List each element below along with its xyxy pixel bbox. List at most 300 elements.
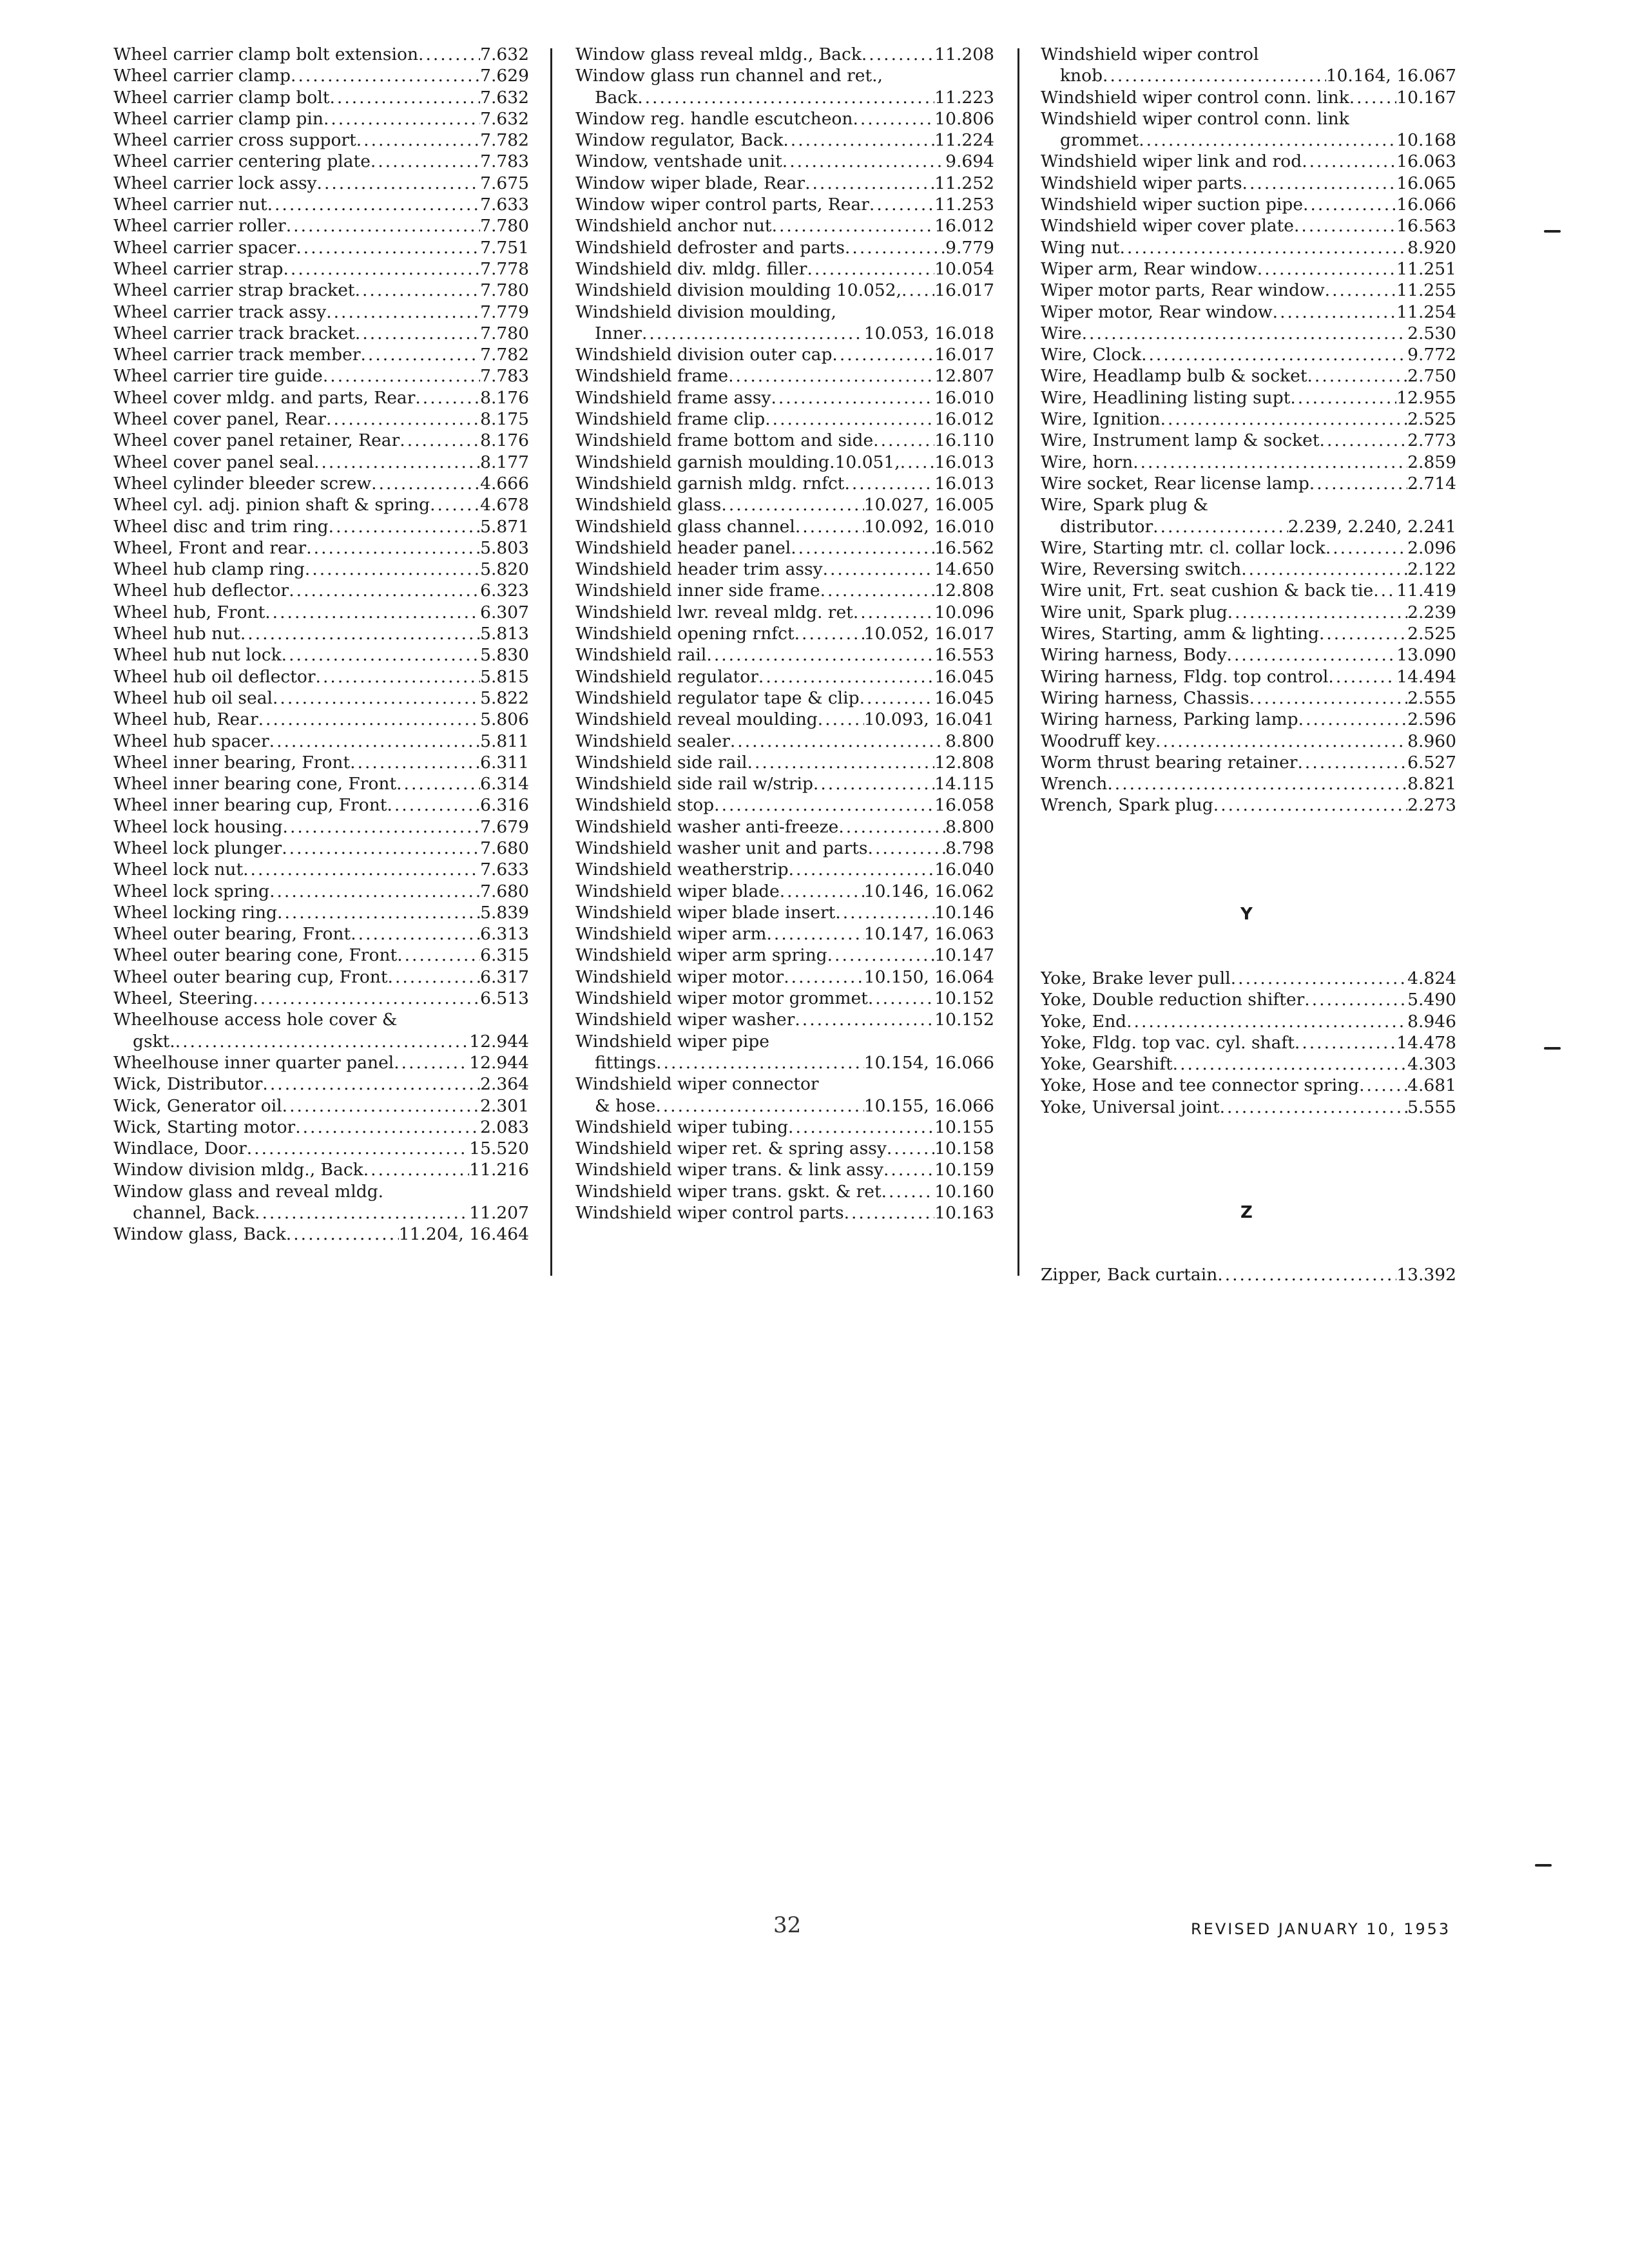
index-entry: [1041, 280, 1456, 301]
entry-label: Wrench, Spark plug: [1041, 795, 1213, 816]
entry-label: Wiper arm, Rear window: [1041, 258, 1257, 279]
entry-reference: 5.803: [480, 537, 529, 558]
dot-leader: [388, 966, 481, 988]
dot-leader: [247, 1138, 470, 1159]
entry-reference: 10.167: [1396, 87, 1456, 108]
dot-leader: [394, 1052, 469, 1073]
dot-leader: [1126, 1011, 1407, 1032]
entry-reference: 7.632: [480, 87, 529, 108]
dot-leader: [253, 988, 480, 1009]
entry-label: Windshield wiper control parts: [575, 1203, 844, 1224]
entry-label: Wheel lock nut: [113, 860, 244, 880]
entry-label: Yoke, Gearshift: [1041, 1054, 1173, 1075]
dot-leader: [282, 644, 480, 666]
entry-label: Windshield opening rnfct: [575, 624, 795, 644]
index-entry: [1041, 323, 1456, 344]
entry-label: Wheel carrier track bracket: [113, 323, 355, 343]
index-entry: [575, 1159, 994, 1180]
entry-label: Inner: [595, 323, 642, 343]
entry-label: Wire, Starting mtr. cl. collar lock: [1041, 537, 1325, 558]
entry-reference: 4.678: [480, 495, 529, 515]
dot-leader: [1290, 387, 1396, 408]
entry-reference: 8.800: [945, 731, 994, 751]
index-entry: [1041, 773, 1456, 794]
dot-leader: [1107, 773, 1407, 794]
index-entry: [113, 130, 529, 151]
entry-reference: 12.808: [934, 752, 994, 773]
dot-leader: [326, 302, 480, 323]
entry-reference: 8.798: [945, 838, 994, 858]
entry-reference: 11.255: [1396, 280, 1456, 301]
dot-leader: [782, 151, 945, 172]
entry-reference: 7.782: [480, 130, 529, 151]
entry-label: Yoke, End: [1041, 1011, 1127, 1032]
index-entry: [575, 280, 994, 301]
dot-leader: [1325, 280, 1397, 301]
entry-label: Wheel cyl. adj. pinion shaft & spring: [113, 495, 430, 515]
entry-reference: 16.013: [934, 452, 994, 472]
entry-reference: 16.040: [934, 860, 994, 880]
entry-reference: 12.944: [469, 1052, 529, 1073]
index-column-1: [113, 44, 529, 1245]
entry-label: Wheel disc and trim ring: [113, 516, 329, 537]
index-entry: [1041, 580, 1456, 601]
entry-label: Windshield div. mldg. filler: [575, 258, 807, 279]
index-entry: [1041, 602, 1456, 623]
index-entry: [113, 859, 529, 880]
dot-leader: [642, 323, 864, 344]
entry-reference: 6.527: [1407, 752, 1456, 773]
index-entry: [113, 1095, 529, 1117]
index-entry: [113, 687, 529, 709]
entry-reference: 15.520: [469, 1139, 529, 1159]
entry-reference: 2.714: [1407, 473, 1456, 494]
entry-label: Window glass reveal mldg., Back: [575, 44, 862, 64]
entry-label: distributor: [1060, 516, 1153, 537]
entry-label: Windshield reveal moulding: [575, 709, 818, 730]
entry-label: Yoke, Double reduction shifter: [1041, 990, 1305, 1010]
entry-label: Zipper, Back curtain: [1041, 1265, 1218, 1285]
entry-reference: 16.058: [934, 795, 994, 816]
index-entry: [575, 1095, 994, 1117]
entry-reference: 6.323: [480, 581, 529, 601]
entry-label: Wheel outer bearing, Front: [113, 924, 351, 945]
dot-leader: [1257, 258, 1396, 280]
dot-leader: [1325, 537, 1407, 559]
dot-leader: [714, 794, 934, 816]
entry-label: Wheel cover panel, Rear: [113, 409, 327, 430]
dot-leader: [844, 473, 934, 494]
entry-reference: 14.478: [1396, 1032, 1456, 1053]
dot-leader: [1273, 302, 1397, 323]
index-entry: [113, 1117, 529, 1138]
entry-reference: 10.150, 16.064: [863, 966, 994, 987]
dot-leader: [1120, 237, 1408, 258]
entry-reference: 5.820: [480, 559, 529, 580]
entry-label: Windshield wiper tubing: [575, 1117, 789, 1137]
index-entry: [1041, 752, 1456, 773]
entry-reference: 6.317: [480, 966, 529, 987]
entry-reference: 10.168: [1396, 130, 1456, 151]
entry-reference: 10.146: [934, 902, 994, 923]
index-entry: [113, 1052, 529, 1073]
index-entry: [575, 773, 994, 794]
dot-leader: [273, 687, 480, 709]
index-entry: [575, 580, 994, 601]
entry-reference: 2.273: [1407, 795, 1456, 816]
entry-label: Windshield header trim assy: [575, 559, 823, 580]
entry-reference: 10.163: [934, 1203, 994, 1224]
index-entry: [1041, 968, 1456, 989]
dot-leader: [1141, 344, 1407, 365]
index-entry: [113, 280, 529, 301]
entry-label: Wire, Headlining listing supt: [1041, 387, 1291, 408]
dot-leader: [1133, 452, 1407, 473]
index-entry: [575, 516, 994, 537]
index-entry: [113, 258, 529, 280]
dot-leader: [317, 173, 481, 194]
dot-leader: [1213, 794, 1407, 816]
entry-label: Wire unit, Spark plug: [1041, 602, 1228, 622]
dot-leader: [1161, 408, 1408, 430]
dot-leader: [175, 1031, 470, 1052]
index-entry: [113, 1202, 529, 1224]
index-entry: [113, 151, 529, 172]
dot-leader: [356, 130, 480, 151]
entry-reference: 10.806: [934, 108, 994, 129]
index-entry: [575, 966, 994, 988]
index-entry: [575, 1117, 994, 1138]
entry-label: Wheel carrier nut: [113, 195, 267, 215]
entry-label: Wheel carrier clamp bolt extension: [113, 44, 419, 64]
index-entry: [113, 108, 529, 130]
dot-leader: [283, 816, 481, 838]
index-entry: [1041, 1097, 1456, 1118]
dot-leader: [900, 452, 935, 473]
entry-label: Wheel hub clamp ring: [113, 559, 305, 580]
entry-reference: 10.052, 16.017: [863, 624, 994, 644]
dot-leader: [818, 709, 864, 730]
index-entry: [1041, 731, 1456, 752]
entry-label: Window division mldg., Back: [113, 1160, 363, 1180]
entry-reference: 10.152: [934, 988, 994, 1009]
dot-leader: [286, 1224, 399, 1245]
index-entry: [113, 945, 529, 966]
entry-reference: 10.027, 16.005: [863, 495, 994, 515]
index-entry: [575, 1052, 994, 1073]
dot-leader: [258, 709, 481, 730]
entry-label: Worm thrust bearing retainer: [1041, 752, 1298, 773]
entry-label: Wheel carrier track member: [113, 345, 361, 365]
index-entry: [1041, 989, 1456, 1010]
dot-leader: [371, 473, 480, 494]
entry-label: Windshield inner side frame: [575, 581, 820, 601]
entry-reference: 6.513: [480, 988, 529, 1009]
index-entry: [1041, 687, 1456, 709]
entry-reference: 5.813: [480, 624, 529, 644]
index-entry: [575, 151, 994, 172]
dot-leader: [396, 773, 480, 794]
dot-leader: [795, 623, 864, 644]
dot-leader: [772, 215, 935, 236]
dot-leader: [862, 44, 934, 65]
index-entry: [1041, 623, 1456, 644]
dot-leader: [1242, 173, 1397, 194]
entry-reference: 7.780: [480, 280, 529, 301]
entry-reference: 7.679: [480, 816, 529, 837]
entry-label: Wheel carrier spacer: [113, 237, 296, 258]
entry-label: Wheel carrier centering plate: [113, 151, 371, 172]
entry-label: Wire, Clock: [1041, 345, 1142, 365]
entry-label: Windshield wiper motor: [575, 966, 784, 987]
entry-label: Wire, Ignition: [1041, 409, 1161, 430]
entry-reference: 7.675: [480, 173, 529, 193]
entry-reference: 11.204, 16.464: [398, 1224, 529, 1245]
index-entry: [1041, 87, 1456, 108]
index-entry: [113, 323, 529, 344]
entry-reference: 14.650: [934, 559, 994, 580]
entry-reference: 2.364: [480, 1074, 529, 1095]
entry-reference: 6.315: [480, 945, 529, 966]
entry-reference: 12.955: [1396, 387, 1456, 408]
dot-leader: [1298, 709, 1407, 730]
entry-label: Wheel lock plunger: [113, 838, 282, 858]
entry-label: Wheel inner bearing cone, Front: [113, 774, 397, 794]
dot-leader: [397, 945, 480, 966]
index-entry: [575, 623, 994, 644]
dot-leader: [832, 344, 934, 365]
entry-reference: 10.155: [934, 1117, 994, 1137]
index-entry: [1041, 516, 1456, 537]
entry-label: Wheel lock housing: [113, 816, 283, 837]
dot-leader: [838, 816, 945, 838]
entry-label: Back: [595, 87, 638, 108]
entry-reference: 11.216: [469, 1160, 529, 1180]
entry-label: Wheel inner bearing cup, Front: [113, 795, 387, 816]
index-entry-heading: Window glass and reveal mldg.: [113, 1181, 384, 1202]
entry-reference: 16.012: [934, 409, 994, 430]
index-entry: [1041, 408, 1456, 430]
entry-label: channel, Back: [133, 1203, 255, 1224]
entry-reference: 12.807: [934, 366, 994, 387]
entry-reference: 10.054: [934, 258, 994, 279]
index-entry: [1041, 258, 1456, 280]
index-entry: [575, 494, 994, 515]
dot-leader: [835, 902, 934, 923]
entry-label: Wheel hub spacer: [113, 731, 269, 751]
entry-label: Yoke, Hose and tee connector spring: [1041, 1075, 1360, 1096]
dot-leader: [655, 1095, 863, 1117]
entry-reference: 6.311: [480, 752, 529, 773]
entry-label: Windshield sealer: [575, 731, 730, 751]
index-entry: [113, 302, 529, 323]
entry-reference: 10.053, 16.018: [863, 323, 994, 343]
entry-label: Wheelhouse inner quarter panel: [113, 1052, 394, 1073]
entry-label: Windshield wiper arm spring: [575, 945, 827, 966]
dot-leader: [1217, 1264, 1396, 1285]
entry-reference: 16.010: [934, 387, 994, 408]
entry-label: Wire, Instrument lamp & socket: [1041, 430, 1320, 451]
dot-leader: [1302, 151, 1396, 172]
margin-mark: [1535, 1864, 1552, 1867]
index-entry: [1041, 794, 1456, 816]
index-entry: [575, 794, 994, 816]
index-entry: [113, 731, 529, 752]
entry-reference: 7.783: [480, 366, 529, 387]
dot-leader: [728, 365, 934, 387]
entry-label: Windshield washer unit and parts: [575, 838, 868, 858]
dot-leader: [282, 1095, 480, 1117]
entry-label: Windshield wiper trans. gskt. & ret: [575, 1181, 882, 1202]
dot-leader: [265, 602, 480, 623]
dot-leader: [820, 580, 935, 601]
dot-leader: [1103, 65, 1326, 86]
index-entry: [113, 237, 529, 258]
entry-reference: 5.811: [480, 731, 529, 751]
index-entry: [113, 473, 529, 494]
entry-reference: 10.146, 16.062: [863, 881, 994, 901]
entry-label: Wheel, Front and rear: [113, 537, 307, 558]
dot-leader: [371, 151, 480, 172]
entry-label: Windshield wiper trans. & link assy: [575, 1160, 883, 1180]
entry-reference: 7.779: [480, 302, 529, 322]
dot-leader: [853, 108, 934, 130]
entry-reference: 2.239: [1407, 602, 1456, 622]
index-entry: [113, 988, 529, 1009]
dot-leader: [323, 108, 480, 130]
entry-label: Wrench: [1041, 774, 1108, 794]
dot-leader: [869, 194, 934, 215]
index-entry: [575, 687, 994, 709]
index-entry: [1041, 1264, 1456, 1285]
entry-reference: 8.175: [480, 409, 529, 430]
entry-label: Wires, Starting, amm & lighting: [1041, 624, 1319, 644]
entry-reference: 7.632: [480, 108, 529, 129]
entry-reference: 12.808: [934, 581, 994, 601]
entry-label: Wheel locking ring: [113, 902, 278, 923]
index-entry: [575, 258, 994, 280]
index-entry: [575, 173, 994, 194]
index-entry: [113, 644, 529, 666]
index-entry-heading: Windshield wiper connector: [575, 1074, 819, 1095]
index-entry: [113, 923, 529, 945]
entry-reference: 8.920: [1407, 237, 1456, 258]
dot-leader: [868, 838, 946, 859]
index-entry: [113, 344, 529, 365]
index-entry-heading: Wheelhouse access hole cover &: [113, 1010, 398, 1030]
entry-label: Wheel hub, Rear: [113, 709, 258, 730]
dot-leader: [813, 773, 934, 794]
entry-reference: 7.680: [480, 881, 529, 901]
index-entry: [1041, 302, 1456, 323]
entry-label: Windshield garnish mldg. rnfct: [575, 473, 845, 494]
entry-label: Wheel carrier tire guide: [113, 366, 323, 387]
entry-reference: 16.553: [934, 645, 994, 666]
dot-leader: [283, 258, 480, 280]
entry-reference: 6.316: [480, 795, 529, 816]
entry-label: Windshield division outer cap: [575, 345, 833, 365]
entry-reference: 2.773: [1407, 430, 1456, 451]
entry-reference: 11.223: [934, 87, 994, 108]
section-z-list: [1041, 1264, 1456, 1285]
section-letter-y: Y: [1240, 905, 1253, 924]
dot-leader: [1228, 602, 1407, 623]
entry-reference: 7.633: [480, 860, 529, 880]
entry-reference: 10.147, 16.063: [863, 924, 994, 945]
dot-leader: [361, 344, 481, 365]
dot-leader: [1307, 365, 1407, 387]
index-entry: [575, 430, 994, 451]
dot-leader: [418, 44, 480, 65]
entry-reference: 6.307: [480, 602, 529, 622]
entry-reference: 11.419: [1396, 581, 1456, 601]
dot-leader: [1319, 623, 1407, 644]
entry-label: Wheel lock spring: [113, 881, 270, 901]
entry-reference: 16.063: [1396, 151, 1456, 172]
entry-reference: 16.066: [1396, 195, 1456, 215]
index-entry: [575, 559, 994, 580]
entry-reference: 2.525: [1407, 409, 1456, 430]
entry-label: Window wiper control parts, Rear: [575, 195, 869, 215]
entry-label: Wiring harness, Chassis: [1041, 687, 1249, 708]
dot-leader: [1320, 430, 1408, 451]
entry-label: Windshield wiper parts: [1041, 173, 1242, 193]
dot-leader: [1173, 1053, 1407, 1075]
entry-reference: 16.017: [934, 345, 994, 365]
dot-leader: [807, 258, 934, 280]
dot-leader: [901, 280, 934, 301]
entry-reference: 10.155, 16.066: [863, 1095, 994, 1116]
index-entry: [113, 709, 529, 730]
entry-reference: 14.115: [934, 774, 994, 794]
entry-label: Wiring harness, Fldg. top control: [1041, 666, 1329, 687]
entry-reference: 16.110: [934, 430, 994, 451]
dot-leader: [758, 666, 934, 687]
entry-label: Wheel hub oil deflector: [113, 666, 316, 687]
entry-label: Wheel carrier clamp pin: [113, 108, 323, 129]
entry-reference: 10.164, 16.067: [1325, 66, 1456, 86]
index-entry: [575, 859, 994, 880]
entry-label: Windshield frame clip: [575, 409, 766, 430]
entry-reference: 2.525: [1407, 624, 1456, 644]
index-entry: [575, 344, 994, 365]
index-entry: [575, 108, 994, 130]
entry-reference: 11.207: [469, 1203, 529, 1224]
index-entry-heading: Windshield wiper control conn. link: [1041, 108, 1349, 129]
entry-reference: 10.154, 16.066: [863, 1052, 994, 1073]
entry-label: Windshield wiper blade insert: [575, 902, 836, 923]
entry-label: Windshield anchor nut: [575, 216, 772, 236]
entry-label: Woodruff key: [1041, 731, 1156, 751]
dot-leader: [1082, 323, 1408, 344]
index-entry: [575, 709, 994, 730]
index-entry: [113, 666, 529, 687]
entry-label: Wheel carrier clamp bolt: [113, 87, 330, 108]
entry-reference: 12.944: [469, 1031, 529, 1052]
index-entry: [575, 881, 994, 902]
index-entry-heading: Windshield wiper control: [1041, 44, 1259, 64]
entry-label: Windshield wiper link and rod: [1041, 151, 1302, 172]
entry-label: Wheel hub oil seal: [113, 687, 273, 708]
dot-leader: [765, 408, 934, 430]
entry-reference: 10.160: [934, 1181, 994, 1202]
dot-leader: [350, 752, 480, 773]
entry-label: Yoke, Brake lever pull: [1041, 968, 1231, 988]
entry-label: Wheel carrier cross support: [113, 130, 356, 151]
entry-label: Wiper motor, Rear window: [1041, 302, 1273, 322]
entry-label: Windshield frame bottom and side: [575, 430, 874, 451]
index-entry: [1041, 452, 1456, 473]
